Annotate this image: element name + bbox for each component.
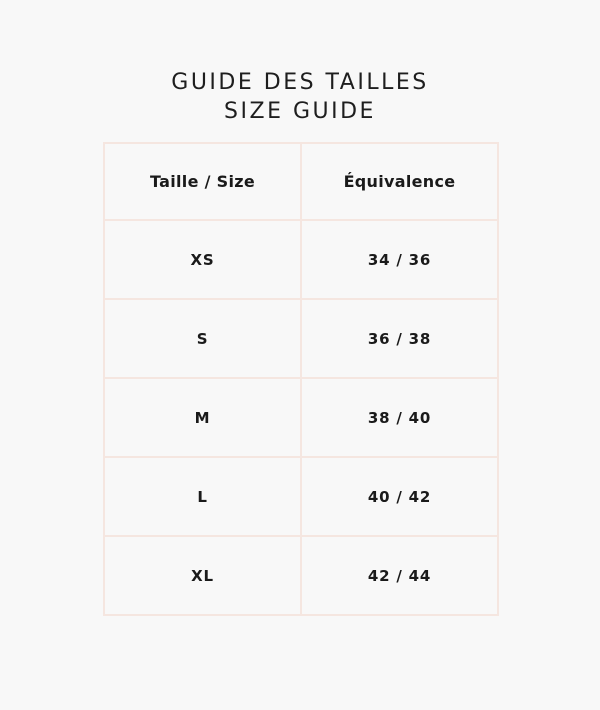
size-cell: M — [104, 378, 301, 457]
title-french: GUIDE DES TAILLES — [171, 70, 429, 95]
equivalence-cell: 36 / 38 — [301, 299, 498, 378]
size-cell: L — [104, 457, 301, 536]
size-cell: S — [104, 299, 301, 378]
table-row — [104, 536, 498, 615]
title-english: SIZE GUIDE — [224, 99, 376, 124]
page-title — [0, 68, 600, 126]
table-header-row — [104, 143, 498, 220]
table-row — [104, 220, 498, 299]
size-cell: XL — [104, 536, 301, 615]
size-guide-table — [103, 142, 499, 616]
table-row — [104, 378, 498, 457]
table-row — [104, 299, 498, 378]
equivalence-cell: 34 / 36 — [301, 220, 498, 299]
equivalence-cell: 42 / 44 — [301, 536, 498, 615]
size-cell: XS — [104, 220, 301, 299]
table-row — [104, 457, 498, 536]
equivalence-cell: 40 / 42 — [301, 457, 498, 536]
equivalence-cell: 38 / 40 — [301, 378, 498, 457]
column-header-size: Taille / Size — [104, 143, 301, 220]
column-header-equivalence: Équivalence — [301, 143, 498, 220]
